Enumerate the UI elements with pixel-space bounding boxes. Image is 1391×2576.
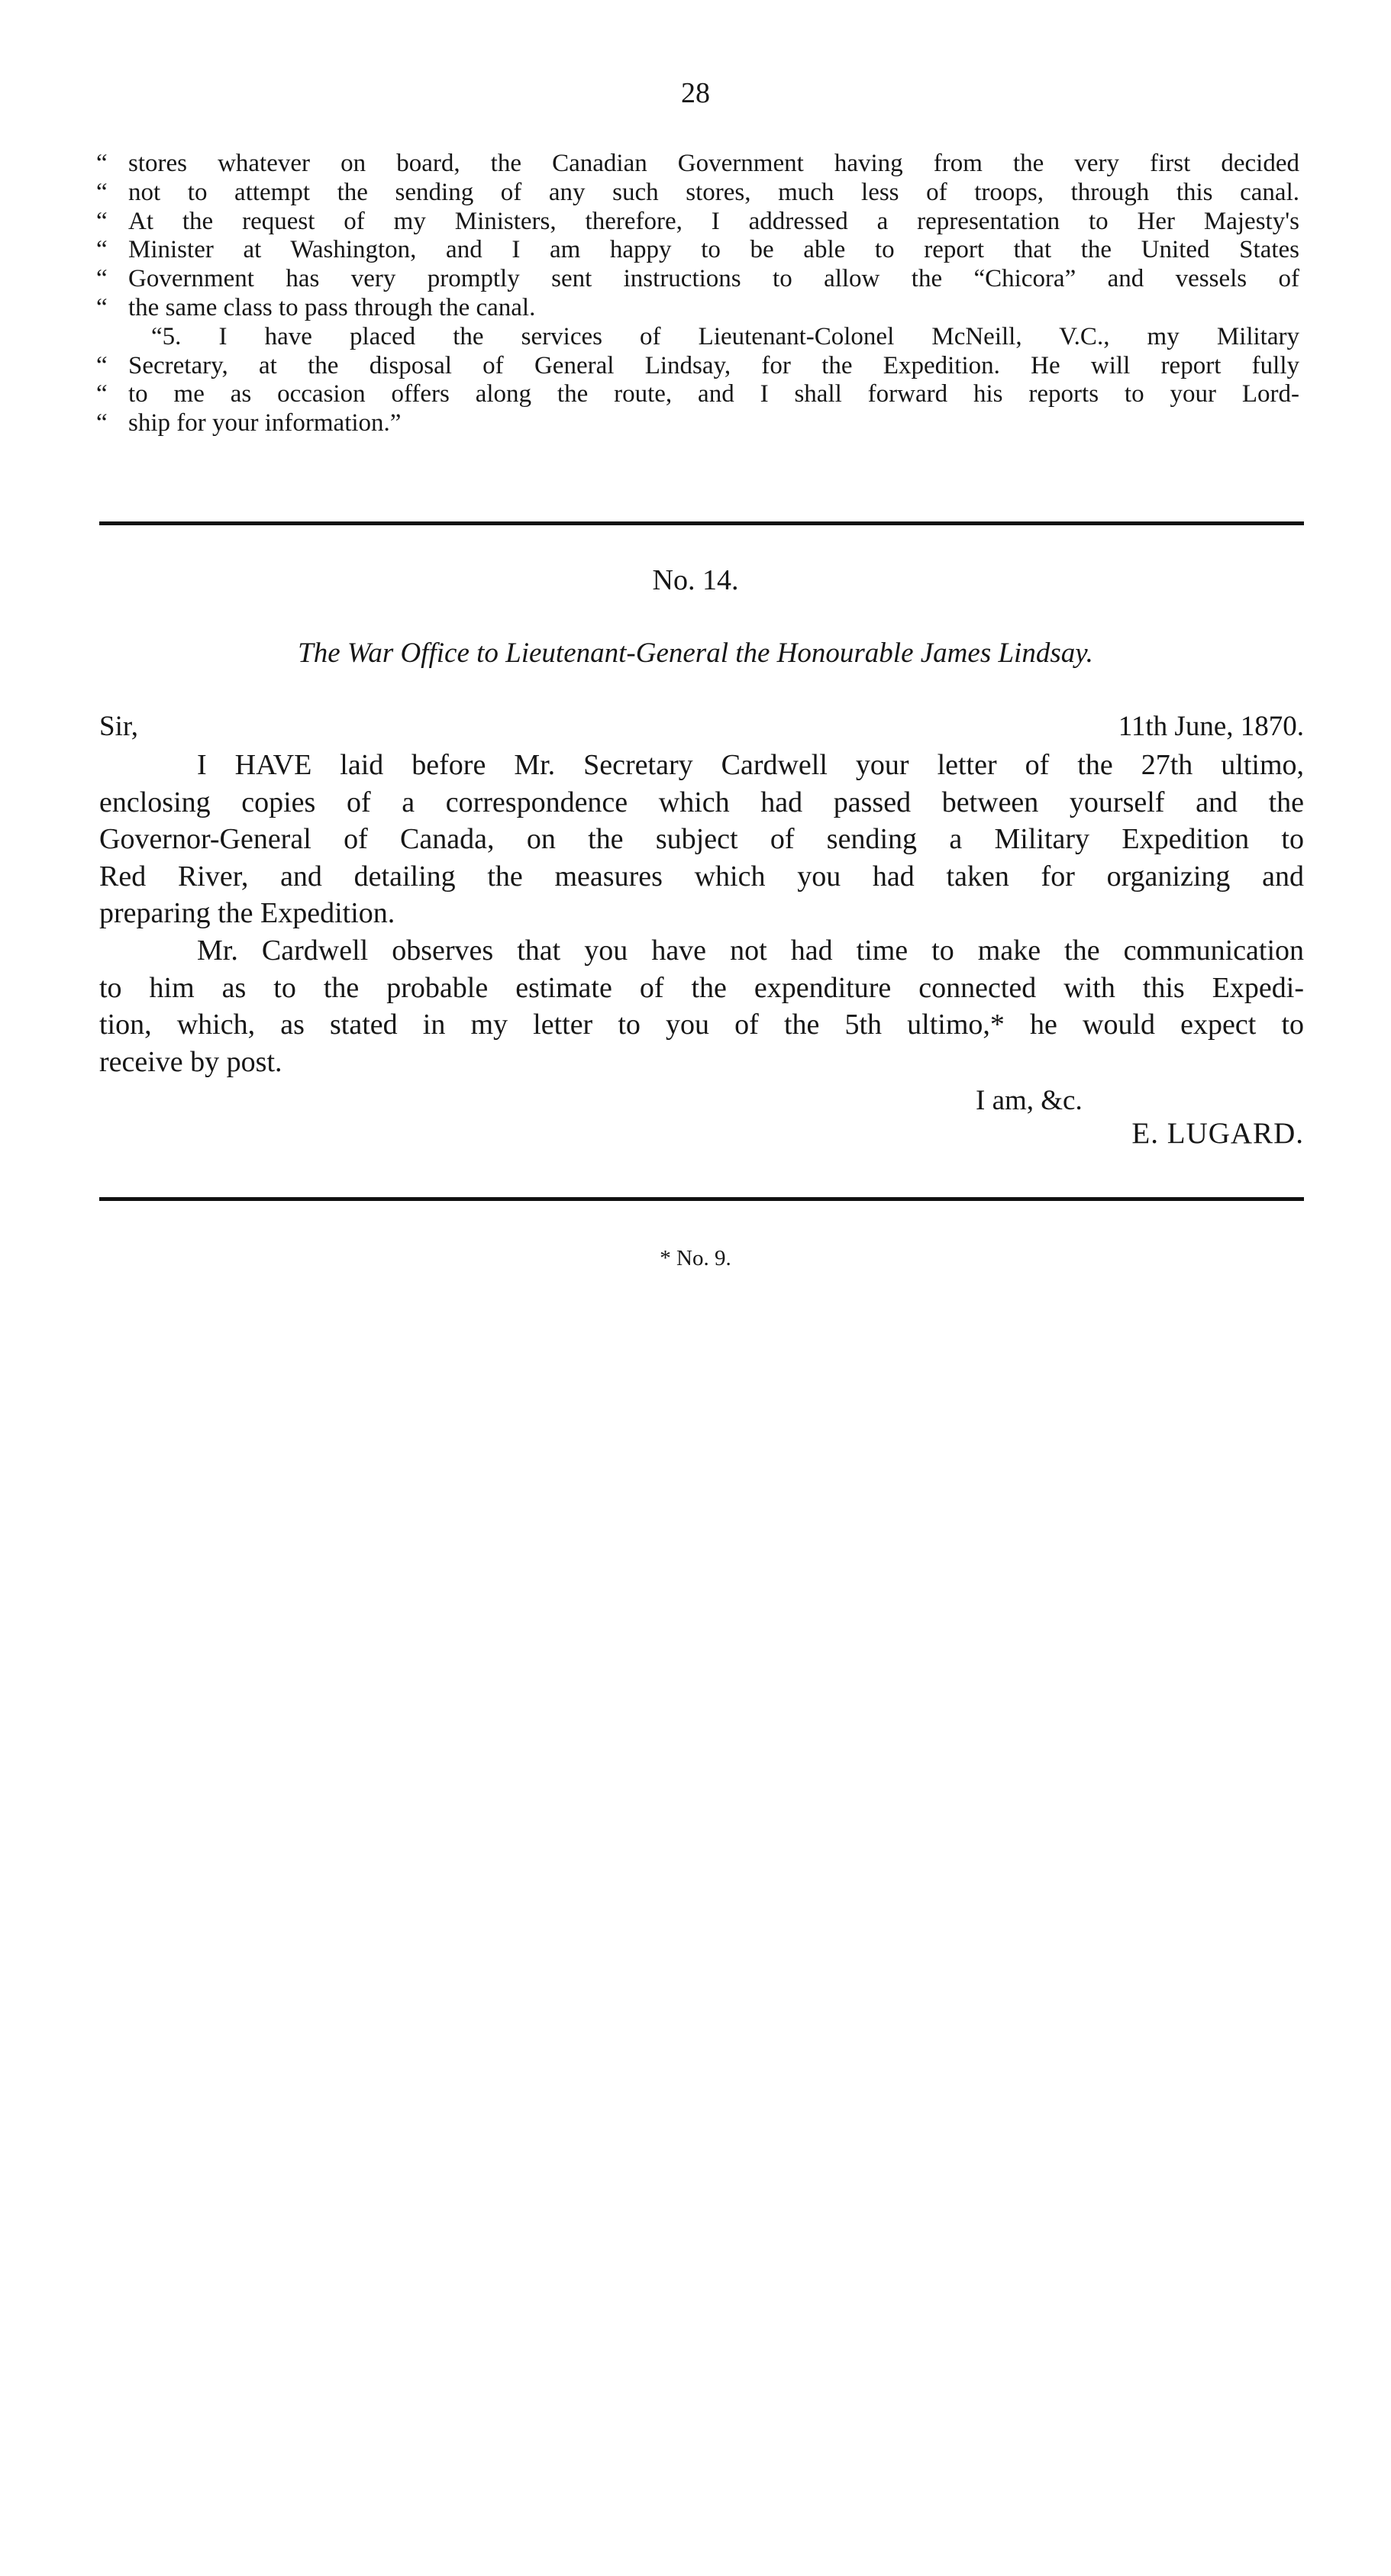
quoted-line-text: Minister at Washington, and I am happy to be able to report that the United States — [128, 236, 1299, 264]
quoted-line-text: ship for your information.” — [128, 409, 402, 437]
quoted-line-text: stores whatever on board, the Canadian Government having from the very first decided — [128, 150, 1299, 177]
letter-number: No. 14. — [652, 564, 739, 596]
quoted-line-text: to me as occasion offers along the route, and I shall forward his reports to your Lord- — [128, 380, 1299, 408]
body-line: to him as to the probable estimate of the expenditure connected with this Expedi- — [99, 971, 1304, 1004]
letter-date: 11th June, 1870. — [1118, 711, 1304, 742]
quoted-line-text: not to attempt the sending of any such stores, much less of troops, through this canal. — [128, 178, 1299, 206]
quoted-line-text: At the request of my Ministers, therefore, I addressed a representation to Her Majesty's — [128, 207, 1299, 235]
quoted-line — [96, 323, 1299, 352]
body-line: preparing the Expedition. — [99, 897, 395, 930]
body-line: Red River, and detailing the measures which you had taken for organizing and — [99, 860, 1304, 893]
quoted-line — [96, 179, 1299, 208]
quoted-line — [96, 409, 1299, 438]
quote-mark: “ — [96, 380, 108, 408]
salutation: Sir, — [99, 711, 138, 742]
quoted-line-text: Secretary, at the disposal of General Lindsay, for the Expedition. He will report fully — [128, 351, 1299, 379]
letter-heading: The War Office to Lieutenant-General the Honourable James Lindsay. — [298, 638, 1093, 669]
letter-closing: I am, &c. — [976, 1085, 1083, 1116]
quote-mark: “ — [96, 207, 108, 235]
body-line: receive by post. — [99, 1045, 282, 1078]
quoted-line — [96, 208, 1299, 237]
quoted-line — [96, 352, 1299, 381]
section-divider — [99, 1197, 1304, 1201]
quote-mark: “ — [96, 409, 108, 437]
body-line: Governor-General of Canada, on the subject of sending a Military Expedition to — [99, 823, 1304, 856]
page-number: 28 — [681, 77, 710, 109]
quoted-line-text: Government has very promptly sent instructions to allow the “Chicora” and vessels of — [128, 265, 1299, 293]
section-divider — [99, 521, 1304, 525]
body-line: I HAVE laid before Mr. Secretary Cardwell your letter of the 27th ultimo, — [197, 749, 1304, 781]
quote-mark: “ — [96, 178, 108, 206]
quote-mark: “ — [96, 293, 108, 321]
quoted-line — [96, 380, 1299, 409]
quoted-line — [96, 265, 1299, 294]
quoted-line-text: “5. I have placed the services of Lieutenant-Colonel McNeill, V.C., my Military — [151, 322, 1299, 350]
quoted-line-text: the same class to pass through the canal. — [128, 293, 536, 321]
letter-body — [99, 747, 1304, 1080]
quoted-line — [96, 150, 1299, 179]
quote-mark: “ — [96, 150, 108, 177]
quoted-line — [96, 294, 1299, 323]
quoted-line — [96, 236, 1299, 265]
letter-signature: E. LUGARD. — [1131, 1117, 1304, 1150]
body-line: enclosing copies of a correspondence which had passed between yourself and the — [99, 786, 1304, 818]
quote-mark: “ — [96, 351, 108, 379]
quote-mark: “ — [96, 236, 108, 264]
body-line: Mr. Cardwell observes that you have not had time to make the communication — [197, 934, 1304, 967]
body-line: tion, which, as stated in my letter to you of the 5th ultimo,* he would expect to — [99, 1009, 1304, 1041]
quote-mark: “ — [96, 265, 108, 293]
footnote: * No. 9. — [660, 1246, 731, 1270]
quoted-continuation — [96, 150, 1299, 438]
